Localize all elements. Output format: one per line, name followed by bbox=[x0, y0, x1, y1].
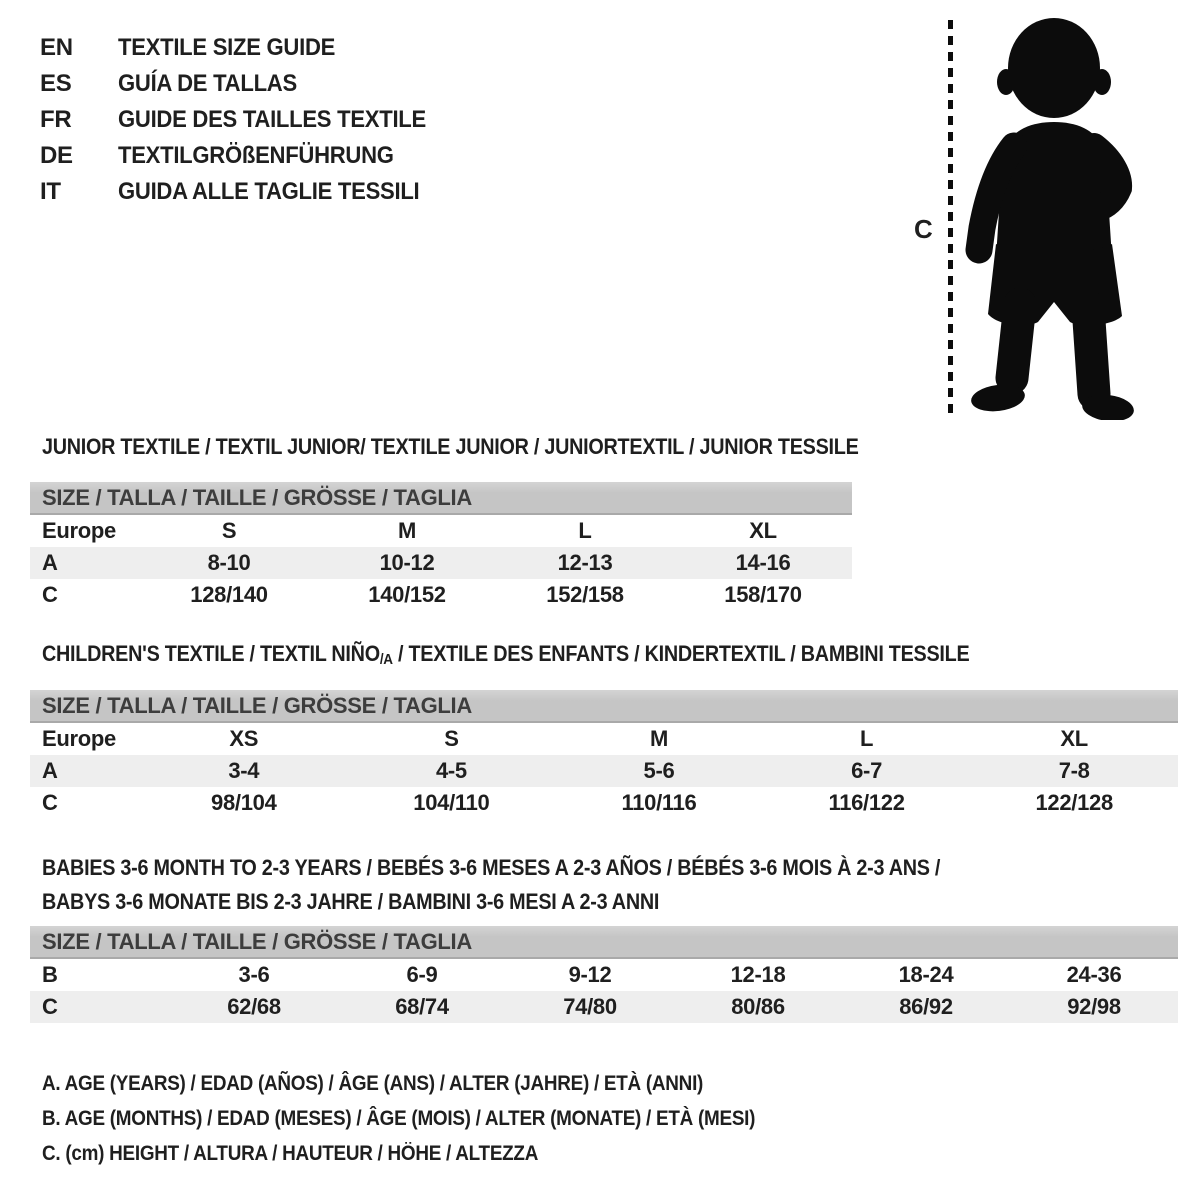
value-cell: 5-6 bbox=[643, 758, 675, 783]
toddler-silhouette-icon bbox=[962, 16, 1144, 420]
value-cell: 10-12 bbox=[379, 550, 435, 575]
lang-label: GUIDE DES TAILLES TEXTILE bbox=[118, 106, 426, 133]
value-cell: 24-36 bbox=[1066, 962, 1122, 987]
value-cell: 3-6 bbox=[238, 962, 270, 987]
note-line-a: A. AGE (YEARS) / EDAD (AÑOS) / ÂGE (ANS) / ALTER (JAHRE) / ETÀ (ANNI) bbox=[42, 1072, 704, 1095]
value-cell: 80/86 bbox=[731, 994, 785, 1019]
lang-code: EN bbox=[40, 34, 73, 61]
row-label: C bbox=[42, 790, 58, 815]
size-cell: M bbox=[649, 726, 668, 751]
table-row-months bbox=[30, 959, 1178, 991]
value-cell: 6-9 bbox=[406, 962, 438, 987]
value-cell: 12-13 bbox=[557, 550, 613, 575]
lang-label: TEXTILE SIZE GUIDE bbox=[118, 34, 336, 61]
size-cell: XS bbox=[229, 726, 259, 751]
height-measure-figure bbox=[900, 14, 1170, 428]
section-title-line1: BABIES 3-6 MONTH TO 2-3 YEARS / BEBÉS 3-6 MESES A 2-3 AÑOS / BÉBÉS 3-6 MOIS À 2-3 ANS / bbox=[42, 855, 941, 880]
size-header-bar: SIZE / TALLA / TAILLE / GRÖSSE / TAGLIA bbox=[30, 482, 852, 515]
table-row-height bbox=[30, 991, 1178, 1023]
table-row-age bbox=[30, 547, 852, 579]
value-cell: 158/170 bbox=[724, 582, 802, 607]
value-cell: 62/68 bbox=[227, 994, 281, 1019]
lang-code: FR bbox=[40, 106, 72, 133]
value-cell: 3-4 bbox=[228, 758, 260, 783]
size-cell: S bbox=[444, 726, 459, 751]
value-cell: 116/122 bbox=[828, 790, 905, 815]
section-title-children bbox=[42, 641, 969, 673]
section-title-junior: JUNIOR TEXTILE / TEXTIL JUNIOR/ TEXTILE JUNIOR / JUNIORTEXTIL / JUNIOR TESSILE bbox=[42, 434, 859, 459]
value-cell: 7-8 bbox=[1058, 758, 1090, 783]
table-row-height bbox=[30, 579, 852, 611]
row-label: A bbox=[42, 758, 58, 783]
table-row-height bbox=[30, 787, 1178, 819]
size-header-bar: SIZE / TALLA / TAILLE / GRÖSSE / TAGLIA bbox=[30, 690, 1178, 723]
value-cell: 86/92 bbox=[899, 994, 953, 1019]
lang-code: DE bbox=[40, 142, 73, 169]
table-row-europe bbox=[30, 515, 852, 547]
section-title-line2: BABYS 3-6 MONATE BIS 2-3 JAHRE / BAMBINI 3-6 MESI A 2-3 ANNI bbox=[42, 889, 660, 914]
lang-code: ES bbox=[40, 70, 72, 97]
value-cell: 68/74 bbox=[395, 994, 449, 1019]
row-label: A bbox=[42, 550, 58, 575]
size-cell: M bbox=[397, 518, 417, 543]
legend-notes bbox=[42, 1066, 834, 1171]
lang-label: TEXTILGRÖßENFÜHRUNG bbox=[118, 142, 394, 169]
value-cell: 74/80 bbox=[563, 994, 617, 1019]
value-cell: 104/110 bbox=[413, 790, 490, 815]
size-cell: L bbox=[860, 726, 874, 751]
row-label: Europe bbox=[42, 518, 116, 543]
value-cell: 92/98 bbox=[1067, 994, 1121, 1019]
value-cell: 110/116 bbox=[621, 790, 697, 815]
size-cell: XL bbox=[749, 518, 777, 543]
value-cell: 4-5 bbox=[435, 758, 467, 783]
lang-row-it bbox=[40, 174, 453, 210]
size-cell: L bbox=[578, 518, 592, 543]
size-cell: XL bbox=[1060, 726, 1088, 751]
value-cell: 98/104 bbox=[211, 790, 277, 815]
lang-row-es bbox=[40, 66, 453, 102]
note-line-c: C. (cm) HEIGHT / ALTURA / HAUTEUR / HÖHE / ALTEZZA bbox=[42, 1142, 539, 1165]
section-title-part: CHILDREN'S TEXTILE / TEXTIL NIÑO bbox=[42, 641, 380, 666]
lang-code: IT bbox=[40, 178, 61, 205]
value-cell: 8-10 bbox=[207, 550, 251, 575]
section-title-part: / TEXTILE DES ENFANTS / KINDERTEXTIL / BAMBINI TESSILE bbox=[392, 641, 970, 666]
section-title-babies bbox=[42, 851, 940, 919]
row-label: Europe bbox=[42, 726, 116, 751]
children-size-table bbox=[30, 690, 1178, 819]
value-cell: 152/158 bbox=[546, 582, 624, 607]
junior-size-table bbox=[30, 482, 852, 611]
value-cell: 12-18 bbox=[730, 962, 786, 987]
value-cell: 140/152 bbox=[368, 582, 446, 607]
value-cell: 128/140 bbox=[190, 582, 268, 607]
row-label: B bbox=[42, 962, 58, 987]
note-line-b: B. AGE (MONTHS) / EDAD (MESES) / ÂGE (MOIS) / ALTER (MONATE) / ETÀ (MESI) bbox=[42, 1107, 756, 1130]
babies-size-table bbox=[30, 926, 1178, 1023]
table-row-age bbox=[30, 755, 1178, 787]
value-cell: 14-16 bbox=[735, 550, 791, 575]
lang-label: GUÍA DE TALLAS bbox=[118, 70, 297, 97]
height-dashed-line bbox=[948, 20, 953, 418]
row-label: C bbox=[42, 582, 58, 607]
value-cell: 122/128 bbox=[1035, 790, 1113, 815]
size-header-bar: SIZE / TALLA / TAILLE / GRÖSSE / TAGLIA bbox=[30, 926, 1178, 959]
language-list bbox=[40, 30, 453, 210]
value-cell: 18-24 bbox=[898, 962, 954, 987]
lang-row-en bbox=[40, 30, 453, 66]
lang-row-fr bbox=[40, 102, 453, 138]
size-cell: S bbox=[221, 518, 237, 543]
value-cell: 6-7 bbox=[851, 758, 883, 783]
value-cell: 9-12 bbox=[568, 962, 612, 987]
table-row-europe bbox=[30, 723, 1178, 755]
section-title-sub: /A bbox=[379, 651, 393, 668]
measure-label-c: C bbox=[914, 214, 933, 244]
lang-label: GUIDA ALLE TAGLIE TESSILI bbox=[118, 178, 420, 205]
lang-row-de bbox=[40, 138, 453, 174]
row-label: C bbox=[42, 994, 58, 1019]
